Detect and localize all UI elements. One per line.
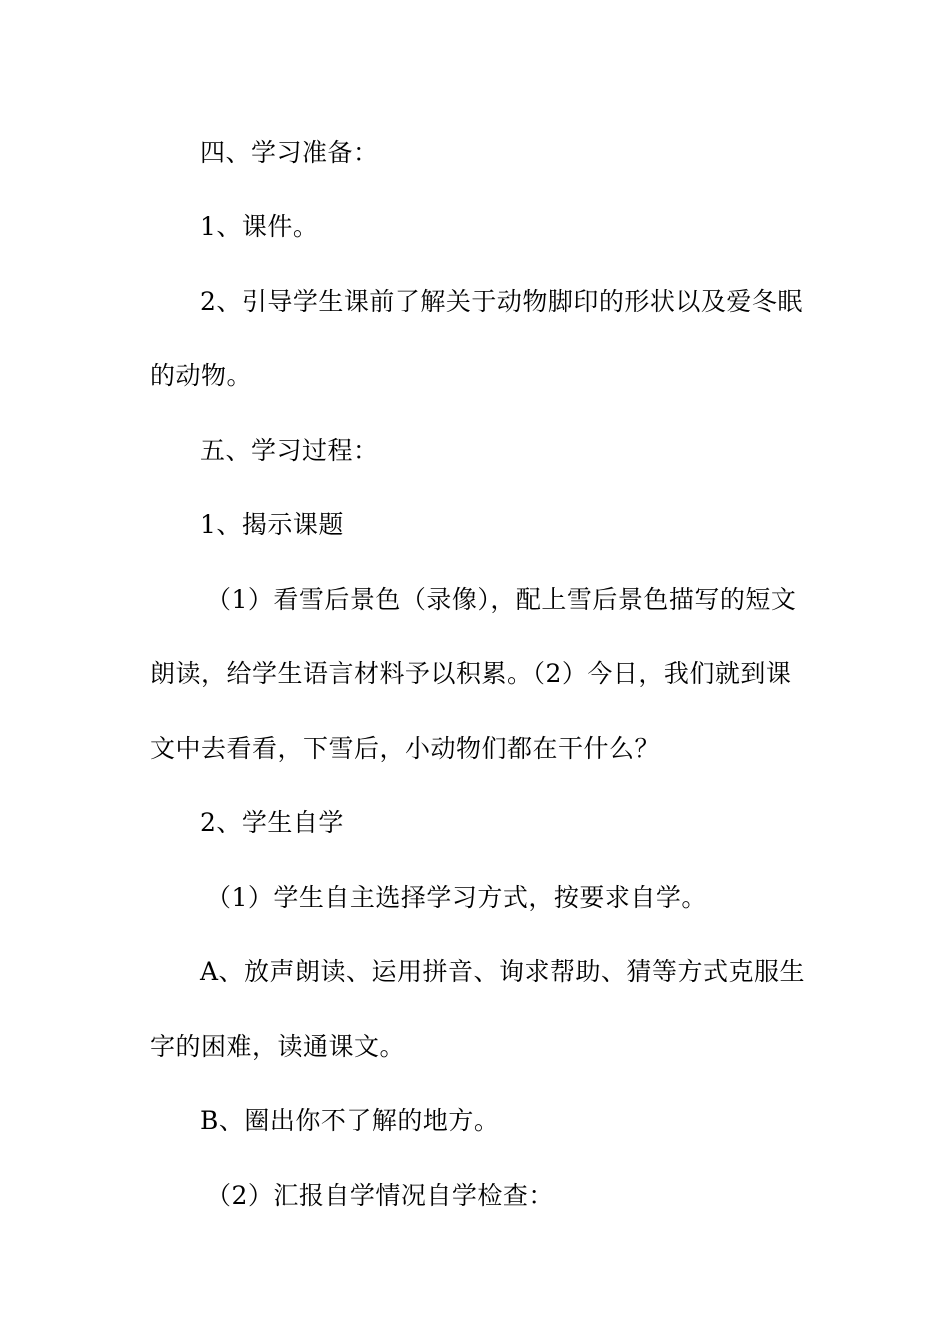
section-heading-process: 五、学习过程： [200, 436, 379, 465]
paragraph-line: 1、课件。 [200, 212, 319, 241]
paragraph-line: 1、揭示课题 [200, 510, 344, 539]
paragraph-line: （1）学生自主选择学习方式，按要求自学。 [206, 883, 707, 912]
paragraph-line: 的动物。 [150, 361, 253, 390]
paragraph-line: （1）看雪后景色（录像），配上雪后景色描写的短文 [206, 585, 797, 614]
paragraph-line: 2、引导学生课前了解关于动物脚印的形状以及爱冬眠 [200, 287, 803, 316]
section-heading-preparation: 四、学习准备： [200, 138, 379, 167]
paragraph-line: B、圈出你不了解的地方。 [200, 1106, 500, 1135]
paragraph-line: （2）汇报自学情况自学检查： [206, 1181, 554, 1210]
paragraph-line: 字的困难，读通课文。 [150, 1032, 406, 1061]
paragraph-line: 2、学生自学 [200, 808, 344, 837]
paragraph-line: 朗读，给学生语言材料予以积累。（2）今日，我们就到课 [150, 659, 792, 688]
paragraph-line: 文中去看看，下雪后，小动物们都在干什么？ [150, 734, 661, 763]
paragraph-line: A、放声朗读、运用拼音、询求帮助、猜等方式克服生 [200, 957, 806, 986]
